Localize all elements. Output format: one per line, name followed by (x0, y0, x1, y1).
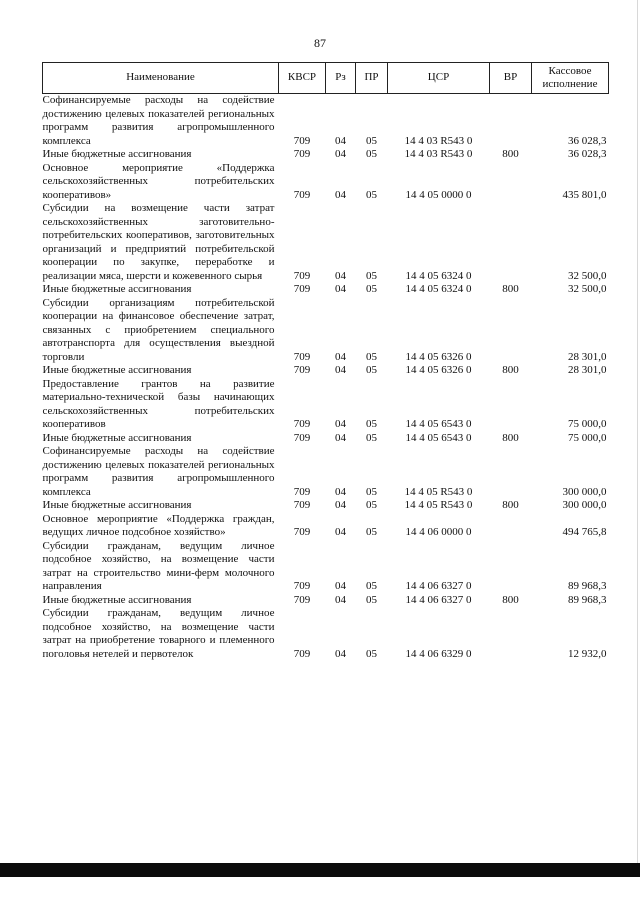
cell-vr (490, 378, 532, 432)
cell-csr: 14 4 05 6326 0 (405, 350, 472, 363)
cell-vr (490, 94, 532, 149)
table-row (43, 148, 609, 162)
table-row (43, 162, 609, 203)
header-rz: Рз (326, 63, 356, 94)
cell-kvsr: 709 (293, 134, 311, 147)
cell-amount: 28 301,0 (568, 364, 607, 376)
cell-rz: 04 (335, 269, 346, 282)
cell-kvsr: 709 (293, 269, 311, 282)
cell-pr: 05 (366, 526, 377, 538)
cell-vr (490, 162, 532, 203)
cell-kvsr: 709 (293, 148, 311, 160)
cell-kvsr: 709 (293, 647, 311, 660)
cell-csr: 14 4 05 6543 0 (405, 418, 472, 430)
cell-kvsr: 709 (293, 593, 311, 606)
cell-pr: 05 (366, 580, 377, 592)
cell-name: Субсидии гражданам, ведущим личное подсобное хозяйство, на возмещение части затрат на приобретение товарного и племенного поголовья нетелей и первотелок (42, 607, 275, 660)
cell-vr (490, 540, 532, 594)
cell-rz: 04 (335, 499, 346, 511)
table-row (43, 594, 609, 608)
table-row (43, 499, 609, 513)
cell-amount: 36 028,3 (568, 148, 607, 160)
cell-pr: 05 (366, 148, 377, 160)
cell-rz: 04 (335, 188, 346, 201)
cell-name: Основное мероприятие «Поддержка граждан, ведущих личное подсобное хозяйство» (42, 512, 275, 538)
cell-amount: 435 801,0 (562, 188, 607, 201)
page-number: 87 (314, 36, 326, 50)
cell-rz: 04 (335, 526, 346, 538)
cell-pr: 05 (366, 593, 377, 606)
cell-kvsr: 709 (293, 188, 311, 201)
cell-rz: 04 (335, 418, 346, 430)
scan-edge-line (637, 0, 638, 863)
cell-pr: 05 (366, 431, 377, 444)
cell-rz: 04 (335, 580, 346, 592)
cell-csr: 14 4 05 6326 0 (405, 364, 472, 376)
cell-pr: 05 (366, 283, 377, 295)
table-header-row (43, 63, 609, 94)
cell-rz: 04 (335, 364, 346, 376)
cell-amount: 75 000,0 (568, 418, 607, 430)
cell-rz: 04 (335, 283, 346, 295)
scan-bottom-border (0, 863, 640, 877)
table-row (43, 432, 609, 446)
cell-csr: 14 4 05 6324 0 (405, 283, 472, 295)
cell-amount: 89 968,3 (568, 580, 607, 592)
cell-csr: 14 4 03 R543 0 (404, 148, 473, 160)
budget-table (42, 62, 609, 661)
cell-name: Предоставление грантов на развитие материально-технической базы начинающих сельскохозяйственных потребительских кооперативов (42, 377, 275, 430)
cell-kvsr: 709 (293, 499, 311, 511)
cell-vr: 800 (502, 283, 519, 295)
cell-amount: 32 500,0 (568, 283, 607, 295)
cell-rz: 04 (335, 485, 346, 498)
table-row (43, 297, 609, 365)
cell-name: Субсидии организациям потребительской кооперации на финансовое обеспечение затрат, связанных с приобретением специального автотранспорта для осуществления выездной торговли (42, 296, 275, 363)
cell-vr (490, 445, 532, 499)
cell-csr: 14 4 06 6327 0 (405, 580, 472, 592)
cell-csr: 14 4 06 6327 0 (405, 593, 472, 606)
cell-rz: 04 (335, 350, 346, 363)
table-row (43, 202, 609, 283)
cell-amount: 75 000,0 (568, 431, 607, 444)
cell-kvsr: 709 (293, 283, 311, 295)
cell-pr: 05 (366, 499, 377, 511)
cell-vr (490, 607, 532, 661)
cell-kvsr: 709 (293, 418, 311, 430)
cell-rz: 04 (335, 148, 346, 160)
cell-kvsr: 709 (293, 350, 311, 363)
header-kvsr: КВСР (279, 63, 326, 94)
cell-amount: 300 000,0 (562, 485, 607, 498)
table-row (43, 607, 609, 661)
cell-amount: 89 968,3 (568, 593, 607, 606)
cell-vr (490, 297, 532, 365)
cell-pr: 05 (366, 350, 377, 363)
cell-pr: 05 (366, 134, 377, 147)
cell-amount: 32 500,0 (568, 269, 607, 282)
cell-kvsr: 709 (293, 526, 311, 538)
header-csr: ЦСР (388, 63, 490, 94)
cell-amount: 28 301,0 (568, 350, 607, 363)
cell-csr: 14 4 05 6543 0 (405, 431, 472, 444)
cell-csr: 14 4 05 R543 0 (404, 499, 473, 511)
cell-rz: 04 (335, 134, 346, 147)
cell-vr (490, 513, 532, 540)
cell-kvsr: 709 (293, 364, 311, 376)
cell-pr: 05 (366, 647, 377, 660)
cell-name: Основное мероприятие «Поддержка сельскохозяйственных потребительских кооперативов» (42, 161, 275, 201)
cell-pr: 05 (366, 364, 377, 376)
header-name: Наименование (43, 63, 279, 94)
cell-vr: 800 (502, 148, 519, 160)
header-amount: Кассовое исполнение (532, 63, 609, 94)
cell-csr: 14 4 05 6324 0 (405, 269, 472, 282)
cell-amount: 300 000,0 (562, 499, 607, 511)
cell-rz: 04 (335, 593, 346, 606)
cell-name: Софинансируемые расходы на содействие достижению целевых показателей региональных программ развития агропромышленного комплекса (42, 445, 275, 498)
table-row (43, 540, 609, 594)
cell-vr (490, 202, 532, 283)
cell-vr: 800 (502, 499, 519, 511)
cell-name: Иные бюджетные ассигнования (42, 283, 192, 295)
cell-name: Иные бюджетные ассигнования (42, 431, 192, 444)
table-row (43, 513, 609, 540)
cell-amount: 494 765,8 (562, 526, 607, 538)
cell-vr: 800 (502, 364, 519, 376)
cell-pr: 05 (366, 269, 377, 282)
cell-csr: 14 4 05 0000 0 (405, 188, 472, 201)
cell-kvsr: 709 (293, 485, 311, 498)
header-pr: ПР (356, 63, 388, 94)
cell-pr: 05 (366, 188, 377, 201)
cell-name: Субсидии гражданам, ведущим личное подсобное хозяйство, на возмещение части затрат на строительство мини-ферм молочного направления (42, 539, 275, 592)
cell-name: Иные бюджетные ассигнования (42, 364, 192, 376)
cell-kvsr: 709 (293, 431, 311, 444)
cell-vr: 800 (502, 593, 519, 606)
cell-name: Иные бюджетные ассигнования (42, 593, 192, 606)
table-row (43, 378, 609, 432)
cell-amount: 36 028,3 (568, 134, 607, 147)
table-row (43, 445, 609, 499)
cell-name: Софинансируемые расходы на содействие достижению целевых показателей региональных программ развития агропромышленного комплекса (42, 94, 275, 147)
cell-csr: 14 4 03 R543 0 (404, 134, 473, 147)
cell-pr: 05 (366, 485, 377, 498)
table-row (43, 94, 609, 149)
cell-csr: 14 4 06 0000 0 (405, 526, 472, 538)
cell-csr: 14 4 05 R543 0 (404, 485, 473, 498)
cell-name: Иные бюджетные ассигнования (42, 499, 192, 511)
cell-vr: 800 (502, 431, 519, 444)
cell-rz: 04 (335, 647, 346, 660)
cell-name: Иные бюджетные ассигнования (42, 148, 192, 160)
table-row (43, 283, 609, 297)
cell-rz: 04 (335, 431, 346, 444)
cell-csr: 14 4 06 6329 0 (405, 647, 472, 660)
cell-kvsr: 709 (293, 580, 311, 592)
table-body (43, 94, 609, 662)
cell-pr: 05 (366, 418, 377, 430)
table-row (43, 364, 609, 378)
cell-name: Субсидии на возмещение части затрат сельскохозяйственных заготовительно-потребительских кооперативов, заготовительных организаций и предприятий потребительской кооперации по закупке, переработке и реализации мяса, шерсти и кожевенного сырья (42, 202, 275, 282)
header-vr: ВР (490, 63, 532, 94)
cell-amount: 12 932,0 (568, 647, 607, 660)
